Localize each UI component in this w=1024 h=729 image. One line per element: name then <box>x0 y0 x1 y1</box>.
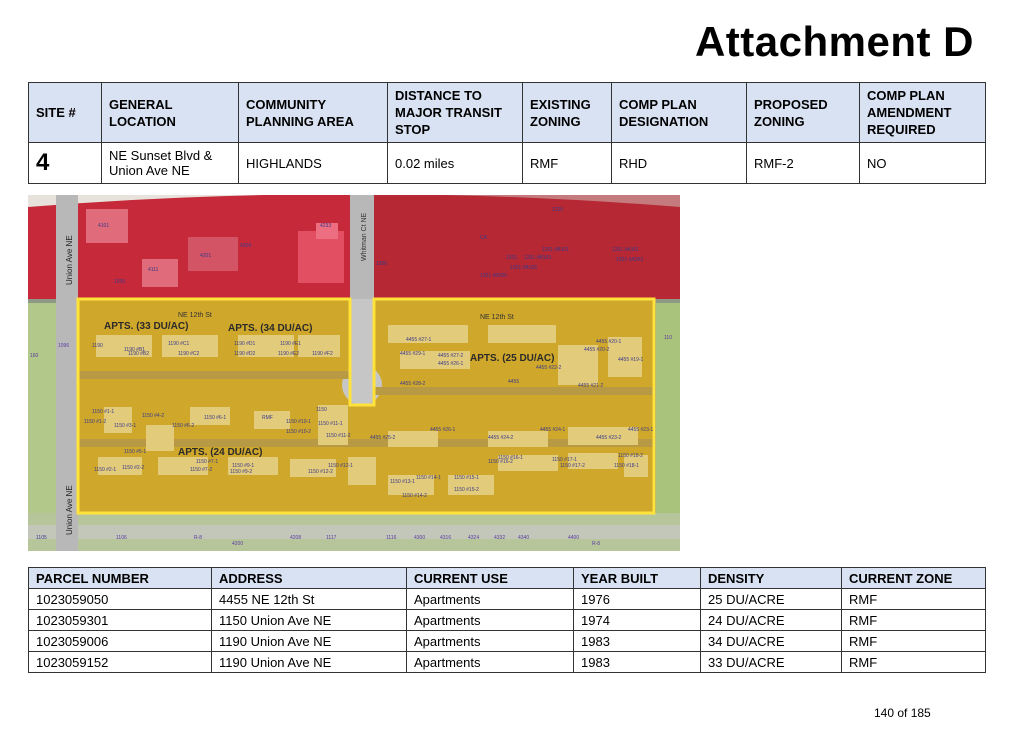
parcel-label: 1200 <box>114 279 126 285</box>
cell-parcel-number: 1023059152 <box>29 652 212 673</box>
parcel-label: 1201 #A101 <box>612 247 639 253</box>
parcel-label: 1201 #B205 <box>480 273 507 279</box>
parcel-label: 1150 #17-2 <box>560 463 585 469</box>
site-comp-plan: RHD <box>612 143 747 184</box>
parcel-label: 1150 #16-2 <box>488 459 513 465</box>
parcel-label: 1190 #F2 <box>312 351 333 357</box>
parcel-label: 1106 <box>116 535 127 541</box>
parcel-label: 1096 <box>58 343 70 349</box>
parcel-label: 1150 #9-1 <box>232 463 255 469</box>
site-location-line2: Union Ave NE <box>109 163 190 178</box>
cell-parcel-number: 1023059006 <box>29 631 212 652</box>
parcel-label: 4200 <box>232 541 244 547</box>
parcel-label: 1150 #2-2 <box>122 465 145 471</box>
parcel-label: 4455 #25-2 <box>370 435 396 441</box>
parcel-label: 4455 #20-2 <box>584 347 610 353</box>
site-existing-zoning: RMF <box>523 143 612 184</box>
parcel-table <box>28 567 986 673</box>
table-row <box>29 610 986 631</box>
parcel-label: 4101 <box>98 223 110 229</box>
cell-current-zone: RMF <box>842 631 986 652</box>
parcel-label: 4455 #24-1 <box>540 427 566 433</box>
header-year-built: YEAR BUILT <box>574 568 701 589</box>
header-amendment: COMP PLAN AMENDMENT REQUIRED <box>860 83 986 143</box>
cell-current-zone: RMF <box>842 610 986 631</box>
parcel-label: 4332 <box>494 535 506 541</box>
area-label-24: APTS. (24 DU/AC) <box>178 447 263 458</box>
cell-current-use: Apartments <box>407 610 574 631</box>
parcel-label: CA <box>480 235 487 241</box>
street-label-union-north: Union Ave NE <box>65 235 74 285</box>
parcel-label: 4455 #19-1 <box>618 357 644 363</box>
parcel-label: 1117 <box>326 535 337 541</box>
street-label-12th-east: NE 12th St <box>480 314 514 321</box>
site-aerial-map <box>28 195 680 551</box>
drive-west <box>78 371 350 379</box>
parcel-label: 4233 <box>320 223 332 229</box>
parcel-label: 4455 #26-1 <box>438 361 464 367</box>
parcel-label: 1201 #A203 <box>616 257 643 263</box>
cell-current-use: Apartments <box>407 631 574 652</box>
parcel-table-header <box>29 568 986 589</box>
parcel-label: 1200 <box>376 261 388 267</box>
parcel-label: 1150 <box>316 407 327 413</box>
parcel-label: 1201 <box>506 255 518 261</box>
site-planning-area: HIGHLANDS <box>239 143 388 184</box>
table-row <box>29 652 986 673</box>
parcel-label: 4455 #29-1 <box>400 351 426 357</box>
area-label-33: APTS. (33 DU/AC) <box>104 321 189 332</box>
parcel-label: 1150 #15-1 <box>454 475 479 481</box>
cell-year-built: 1976 <box>574 589 701 610</box>
street-label-union-south: Union Ave NE <box>65 485 74 535</box>
parcel-label: 1150 #18-1 <box>614 463 639 469</box>
parcel-label: 1150 #10-1 <box>286 419 311 425</box>
site-summary-table <box>28 82 986 184</box>
parcel-label: RMF <box>262 415 273 421</box>
area-label-25: APTS. (25 DU/AC) <box>470 353 555 364</box>
site-table-header <box>29 83 986 143</box>
header-existing-zoning: EXISTING ZONING <box>523 83 612 143</box>
parcel-label: 110 <box>664 335 672 341</box>
parcel-label: 4455 #24-2 <box>488 435 514 441</box>
parcel-label: 1225 <box>552 207 564 213</box>
cell-address: 1150 Union Ave NE <box>212 610 407 631</box>
parcel-label: 4316 <box>440 535 452 541</box>
parcel-label: 4455 #22-2 <box>536 365 562 371</box>
parcel-label: 1190 #E2 <box>278 351 300 357</box>
parcel-label: 1150 #18-2 <box>618 453 643 459</box>
parcel-label: 1201 #B106 <box>510 265 537 271</box>
cell-address: 4455 NE 12th St <box>212 589 407 610</box>
page-number: 140 of 185 <box>874 706 931 720</box>
parcel-label: 1190 #D2 <box>234 351 256 357</box>
whitman-ct-within-site <box>350 299 374 387</box>
parcel-label: 1150 #5-1 <box>124 449 147 455</box>
drive-east <box>374 387 654 395</box>
parcel-label: 1150 #16-1 <box>498 455 523 461</box>
parcel-label: 1150 #11-1 <box>318 421 343 427</box>
cell-year-built: 1983 <box>574 652 701 673</box>
parcel-label: 4324 <box>468 535 480 541</box>
cell-address: 1190 Union Ave NE <box>212 631 407 652</box>
page-title: Attachment D <box>694 18 974 65</box>
header-distance: DISTANCE TO MAJOR TRANSIT STOP <box>388 83 523 143</box>
parcel-label: 1150 #1-1 <box>92 409 115 415</box>
parcel-label: 1201 #B103 <box>524 255 551 261</box>
parcel-label: 4455 #20-1 <box>596 339 622 345</box>
parcel-label: 1150 #14-1 <box>416 475 441 481</box>
site-location-line1: NE Sunset Blvd & <box>109 148 213 163</box>
parcel-label: 4400 <box>568 535 580 541</box>
parcel-label: 4201 <box>200 253 212 259</box>
parcel-label: 1150 #3-1 <box>114 423 137 429</box>
parcel-label: 4340 <box>518 535 530 541</box>
parcel-label: 4111 <box>148 267 159 273</box>
parcel-label: 4455 #21-2 <box>578 383 604 389</box>
parcel-label: 1150 #9-2 <box>230 469 253 475</box>
header-planning-area: COMMUNITY PLANNING AREA <box>239 83 388 143</box>
header-current-use: CURRENT USE <box>407 568 574 589</box>
parcel-label: 1150 #7-2 <box>190 467 213 473</box>
parcel-label: 160 <box>30 353 39 359</box>
map-svg <box>28 195 680 551</box>
street-label-12th-west: NE 12th St <box>178 312 212 319</box>
parcel-label: 4300 <box>414 535 426 541</box>
parcel-label: 1190 #B1 <box>124 347 146 353</box>
building-4201 <box>188 237 238 271</box>
parcel-label: 1190 #E1 <box>280 341 302 347</box>
parcel-label: 1150 #1-2 <box>84 419 107 425</box>
site-amendment: NO <box>860 143 986 184</box>
site-table-row <box>29 143 986 184</box>
parcel-label: 1150 #7-1 <box>196 459 219 465</box>
parcel-label: 1150 #12-2 <box>308 469 333 475</box>
cell-current-use: Apartments <box>407 589 574 610</box>
site-proposed-zoning: RMF-2 <box>747 143 860 184</box>
parcel-label: 4455 #23-1 <box>628 427 654 433</box>
cell-current-zone: RMF <box>842 652 986 673</box>
parcel-label: 1190 <box>92 343 103 349</box>
header-address: ADDRESS <box>212 568 407 589</box>
parcel-label: 1150 #2-1 <box>94 467 117 473</box>
parcel-label: 1190 #D1 <box>234 341 256 347</box>
table-row <box>29 589 986 610</box>
parcel-label: 1105 <box>36 535 47 541</box>
cell-density: 25 DU/ACRE <box>701 589 842 610</box>
parcel-label: 1201 #B101 <box>542 247 569 253</box>
parcel-label: 1150 #17-1 <box>552 457 577 463</box>
building-4111 <box>142 259 178 287</box>
site-number: 4 <box>29 143 102 184</box>
area-label-34: APTS. (34 DU/AC) <box>228 323 313 334</box>
parcel-label: 1190 #B2 <box>128 351 150 357</box>
parcel-label: 1150 #6-2 <box>172 423 195 429</box>
parcel-label: 1150 #11-2 <box>326 433 351 439</box>
header-current-zone: CURRENT ZONE <box>842 568 986 589</box>
cell-address: 1190 Union Ave NE <box>212 652 407 673</box>
parcel-label: 4455 <box>508 379 520 385</box>
header-density: DENSITY <box>701 568 842 589</box>
parcel-label: 4208 <box>290 535 302 541</box>
cell-year-built: 1974 <box>574 610 701 631</box>
parcel-label: 1150 #10-2 <box>286 429 311 435</box>
parcel-label: 1150 #13-1 <box>390 479 415 485</box>
parcel-label: 1150 #12-1 <box>328 463 353 469</box>
parcel-label: 1150 #14-2 <box>402 493 427 499</box>
street-label-whitman: Whitman Ct NE <box>361 212 368 261</box>
parcel-label: 4455 #26-1 <box>430 427 456 433</box>
header-comp-plan: COMP PLAN DESIGNATION <box>612 83 747 143</box>
parcel-label: 1190 #C1 <box>168 341 190 347</box>
cell-parcel-number: 1023059301 <box>29 610 212 631</box>
site-distance: 0.02 miles <box>388 143 523 184</box>
header-parcel-number: PARCEL NUMBER <box>29 568 212 589</box>
header-site: SITE # <box>29 83 102 143</box>
cell-current-zone: RMF <box>842 589 986 610</box>
parcel-label: 1150 #4-2 <box>142 413 165 419</box>
parcel-label: 4455 #27-2 <box>438 353 464 359</box>
site-location <box>102 143 239 184</box>
parcel-label: R-8 <box>592 541 601 547</box>
table-row <box>29 631 986 652</box>
parcel-label: 4455 #27-1 <box>406 337 432 343</box>
cell-density: 24 DU/ACRE <box>701 610 842 631</box>
parcel-label: 4209 <box>240 243 252 249</box>
header-proposed-zoning: PROPOSED ZONING <box>747 83 860 143</box>
cell-parcel-number: 1023059050 <box>29 589 212 610</box>
cell-year-built: 1983 <box>574 631 701 652</box>
header-location: GENERAL LOCATION <box>102 83 239 143</box>
cell-density: 34 DU/ACRE <box>701 631 842 652</box>
cell-current-use: Apartments <box>407 652 574 673</box>
parcel-label: R-8 <box>194 535 203 541</box>
parcel-label: 4455 #28-2 <box>400 381 426 387</box>
parcel-label: 1150 #6-1 <box>204 415 227 421</box>
parcel-label: 4455 #23-2 <box>596 435 622 441</box>
parcel-label: 1150 #15-2 <box>454 487 479 493</box>
parcel-label: 1190 #C2 <box>178 351 200 357</box>
cell-density: 33 DU/ACRE <box>701 652 842 673</box>
parcel-label: 1116 <box>386 535 397 541</box>
